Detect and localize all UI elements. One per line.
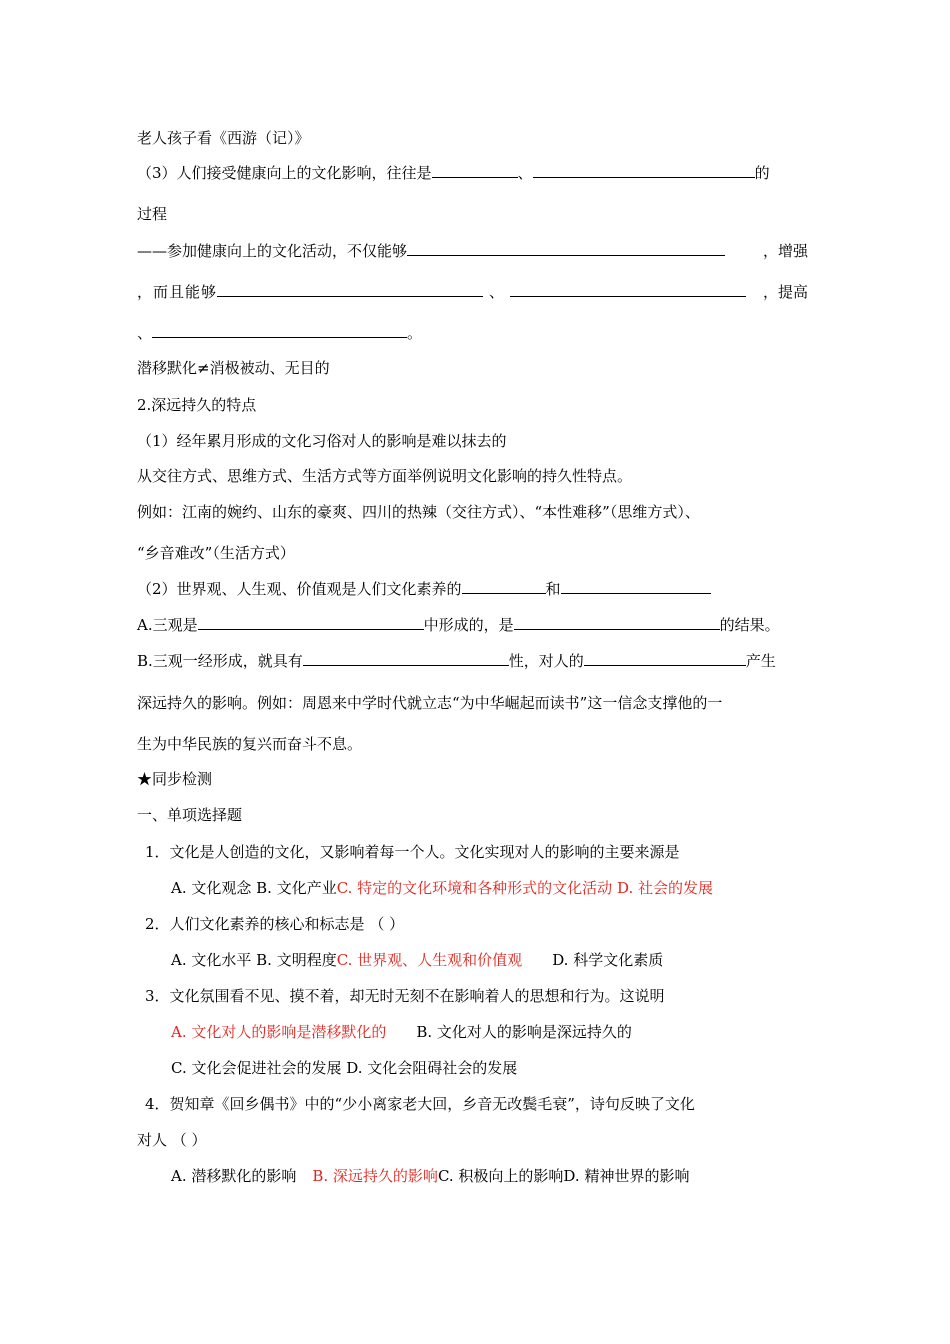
answer-blank[interactable] <box>152 323 407 338</box>
answer-blank[interactable] <box>407 241 725 256</box>
answer-blank[interactable] <box>533 163 755 178</box>
line-text: 性，对人的 <box>508 652 584 670</box>
option-text[interactable]: B. 文化对人的影响是深远持久的 <box>416 1023 632 1041</box>
line-text: 中形成的，是 <box>423 616 514 634</box>
line-text: （2）世界观、人生观、价值观是人们文化素养的 <box>137 580 462 598</box>
option-text[interactable]: C. 积极向上的影响D. 精神世界的影响 <box>437 1167 690 1185</box>
text-line: 例如：江南的婉约、山东的豪爽、四川的热辣（交往方式）、“本性难移”（思维方式）、 <box>137 503 700 521</box>
option-text[interactable]: A. 潜移默化的影响 <box>171 1167 297 1185</box>
answer-blank[interactable] <box>561 579 711 594</box>
text-line: 从交往方式、思维方式、生活方式等方面举例说明文化影响的持久性特点。 <box>137 467 633 485</box>
question-3-options <box>171 1022 632 1042</box>
fill-blank-line <box>137 163 770 183</box>
answer-blank[interactable] <box>584 651 746 666</box>
answer-blank[interactable] <box>217 282 483 297</box>
section-heading: ★同步检测 <box>137 770 213 788</box>
fill-blank-line <box>137 323 422 343</box>
fill-blank-line <box>137 651 776 671</box>
question-4-options <box>171 1166 689 1186</box>
answer-blank[interactable] <box>432 163 518 178</box>
answer-option[interactable]: C. 世界观、人生观和价值观 <box>336 951 523 969</box>
question-4-cont: 对人 （ ） <box>137 1131 207 1149</box>
line-text: ，而且能够 <box>137 283 218 301</box>
line-text: （3）人们接受健康向上的文化影响，往往是 <box>137 164 432 182</box>
line-text: A.三观是 <box>137 616 198 634</box>
line-text: 的结果。 <box>719 616 780 634</box>
fill-blank-line <box>137 241 725 261</box>
text-line: 生为中华民族的复兴而奋斗不息。 <box>137 735 363 753</box>
question-1-options <box>171 878 713 898</box>
line-text: 和 <box>545 580 561 598</box>
line-text: 、 <box>489 283 505 301</box>
line-text: B.三观一经形成，就具有 <box>137 652 303 670</box>
text-line: 潜移默化≠消极被动、无目的 <box>137 359 330 377</box>
text-line: “乡音难改”（生活方式） <box>137 544 295 562</box>
text-line: （1）经年累月形成的文化习俗对人的影响是难以抹去的 <box>137 432 507 450</box>
text-line: 深远持久的影响。例如：周恩来中学时代就立志“为中华崛起而读书”这一信念支撑他的一 <box>137 694 723 712</box>
line-text: ——参加健康向上的文化活动，不仅能够 <box>137 242 408 260</box>
question-3: 3．文化氛围看不见、摸不着，却无时无刻不在影响着人的思想和行为。这说明 <box>145 987 665 1005</box>
line-text: 的 <box>754 164 770 182</box>
line-end-text: ，增强 <box>763 242 809 260</box>
question-2-options <box>171 950 663 970</box>
line-text: 。 <box>407 324 423 342</box>
fill-blank-line <box>137 282 746 302</box>
answer-option[interactable]: A. 文化对人的影响是潜移默化的 <box>171 1023 387 1041</box>
fill-blank-line <box>137 615 780 635</box>
answer-option[interactable]: B. 深远持久的影响 <box>312 1167 438 1185</box>
line-text: 产生 <box>745 652 776 670</box>
answer-option[interactable]: C. 特定的文化环境和各种形式的文化活动 D. 社会的发展 <box>336 879 713 897</box>
option-text[interactable]: A. 文化水平 B. 文明程度 <box>171 951 337 969</box>
line-text: 、 <box>517 164 533 182</box>
text-line: 老人孩子看《西游（记）》 <box>137 129 310 147</box>
answer-blank[interactable] <box>510 282 746 297</box>
question-3-options-2: C. 文化会促进社会的发展 D. 文化会阻碍社会的发展 <box>171 1059 518 1077</box>
question-1: 1．文化是人创造的文化，又影响着每一个人。文化实现对人的影响的主要来源是 <box>145 843 680 861</box>
answer-blank[interactable] <box>303 651 509 666</box>
section-heading: 2.深远持久的特点 <box>137 396 257 414</box>
question-2: 2．人们文化素养的核心和标志是 （ ） <box>145 915 405 933</box>
option-text[interactable]: A. 文化观念 B. 文化产业 <box>171 879 337 897</box>
option-text[interactable]: D. 科学文化素质 <box>552 951 664 969</box>
section-heading: 一、单项选择题 <box>137 806 243 824</box>
line-text: 、 <box>137 324 153 342</box>
answer-blank[interactable] <box>462 579 546 594</box>
fill-blank-line <box>137 579 711 599</box>
answer-blank[interactable] <box>198 615 424 630</box>
question-4: 4．贺知章《回乡偶书》中的“少小离家老大回，乡音无改鬓毛衰”，诗句反映了文化 <box>145 1095 695 1113</box>
text-line: 过程 <box>137 205 168 223</box>
line-end-text: ，提高 <box>763 283 809 301</box>
answer-blank[interactable] <box>514 615 720 630</box>
